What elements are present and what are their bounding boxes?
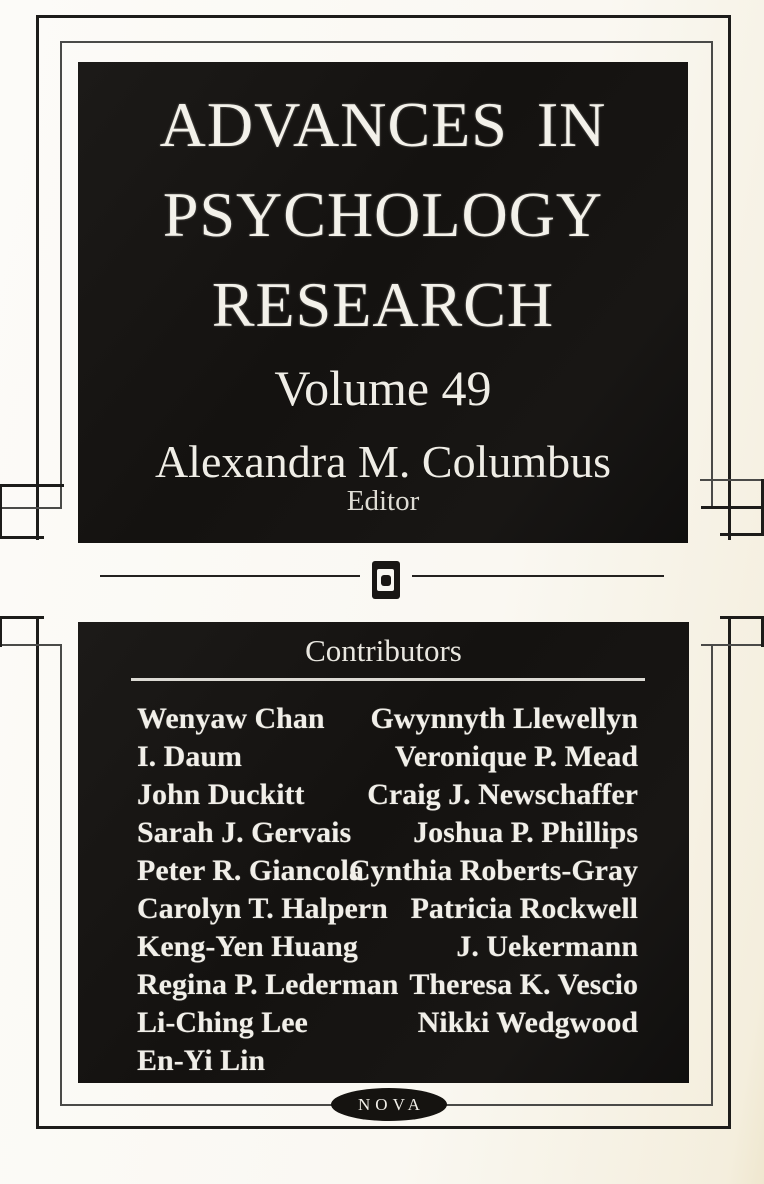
contributors-panel [78, 622, 689, 1083]
contributor-name: Nikki Wedgwood [417, 1006, 638, 1039]
contributor-name: Sarah J. Gervais [137, 816, 352, 849]
frame-line [60, 41, 62, 509]
editor-name: Alexandra M. Columbus [154, 436, 612, 487]
contributor-name: Cynthia Roberts-Gray [348, 854, 638, 887]
nova-logo-text: NOVA [358, 1094, 425, 1114]
contributor-name: J. Uekermann [456, 930, 638, 963]
frame-line [36, 15, 731, 18]
contributor-name: Gwynnyth Llewellyn [370, 702, 638, 735]
frame-line [0, 484, 2, 539]
frame-line [36, 1126, 731, 1129]
frame-line [0, 484, 64, 487]
frame-line [36, 15, 39, 540]
contributors-underline [131, 678, 645, 681]
frame-line [0, 536, 44, 539]
contributor-name: Keng-Yen Huang [137, 930, 358, 963]
contributor-name: Craig J. Newschaffer [367, 778, 638, 811]
square-ornament-icon [372, 561, 400, 599]
nova-publisher-logo [331, 1088, 447, 1121]
volume-number: Volume 49 [274, 360, 492, 416]
contributor-name: I. Daum [137, 740, 243, 773]
contributor-name: Regina P. Lederman [137, 968, 399, 1001]
contributor-name: Veronique P. Mead [394, 740, 638, 773]
frame-line [720, 616, 764, 619]
frame-line [0, 616, 2, 647]
frame-line [720, 533, 764, 536]
frame-line [711, 41, 713, 509]
editor-role-label: Editor [346, 485, 420, 517]
contributor-name: Carolyn T. Halpern [137, 892, 388, 925]
square-ornament-dot [381, 575, 391, 586]
divider-line [100, 575, 360, 577]
book-title-line: ADVANCES IN [159, 89, 607, 160]
frame-line [728, 15, 731, 540]
contributor-name: Li-Ching Lee [137, 1006, 308, 1039]
contributor-name: John Duckitt [137, 778, 305, 811]
frame-line [0, 507, 62, 509]
contributor-name: En-Yi Lin [137, 1044, 266, 1077]
frame-line [711, 645, 713, 1106]
frame-line [728, 616, 731, 1129]
book-title-line: PSYCHOLOGY [162, 179, 604, 250]
contributor-name: Joshua P. Phillips [413, 816, 638, 849]
book-title-line: RESEARCH [211, 269, 555, 340]
frame-line [60, 41, 713, 43]
contributors-heading: Contributors [305, 633, 462, 668]
frame-line [701, 644, 764, 646]
contributor-name: Theresa K. Vescio [409, 968, 638, 1001]
frame-line [0, 644, 62, 646]
frame-line [36, 616, 39, 1129]
contributor-name: Peter R. Giancola [137, 854, 364, 887]
contributors-column-right [349, 700, 638, 1042]
frame-line [60, 645, 62, 1106]
frame-line [700, 479, 764, 481]
frame-line [701, 506, 764, 509]
divider-line [412, 575, 664, 577]
frame-line [0, 616, 44, 619]
contributor-name: Wenyaw Chan [137, 702, 325, 735]
title-panel [78, 62, 688, 543]
contributor-name: Patricia Rockwell [410, 892, 638, 925]
book-title [78, 80, 688, 350]
